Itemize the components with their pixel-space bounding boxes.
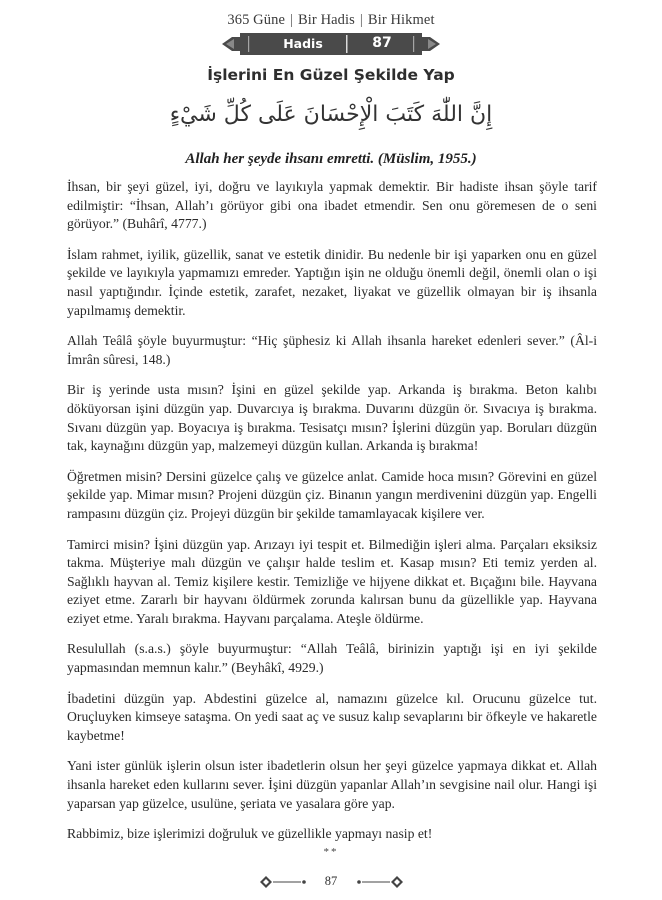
- paragraph: Yani ister günlük işlerin olsun ister ibadetlerin olsun her şeyi güzelce yapmaya dikkat et. Allah ihsanla hareket eden kullarını sever. İşini düzgün yapanlar Allah’ın sevgisine nail olur. Hangi işi yaparsan yap güzelce, usulüne, şeriata ve yasalara göre yap.: [67, 758, 597, 811]
- hadis-ribbon-banner: [222, 33, 440, 55]
- section-end-stars: **: [323, 846, 339, 858]
- arabic-hadith-text: إِنَّ اللّٰهَ كَتَبَ الْإِحْسَانَ عَلَى كُلِّ شَيْءٍ: [169, 102, 493, 127]
- book-header: [0, 12, 662, 29]
- paragraph: İslam rahmet, iyilik, güzellik, sanat ve estetik dinidir. Bu nedenle bir işi yaparken onu en güzel şekilde ve layıkıyla yapmamızı emreder. Yaptığın işin ne olduğu önemli değil, önemli olan o işi nasıl yaptığındır. İçinde estetik, zarafet, nezaket, liyakat ve güzellik olmayan bir iş ihsanla yapılmamış demektir.: [67, 246, 597, 318]
- paragraph: İhsan, bir şeyi güzel, iyi, doğru ve layıkıyla yapmak demektir. Bir hadiste ihsan şöyle tarif edilmiştir: “İhsan, Allah’ı görüyor gibi ona ibadet etmendir. Sen onu göremesen de o seni görüyor.” (Buhârî, 4777.): [67, 179, 597, 232]
- paragraph: Tamirci misin? İşini düzgün yap. Arızayı iyi tespit et. Bilmediğin işleri alma. Parçaları eksiksiz takma. Müşteriye malı düzgün ve çalışır halde teslim et. Kasap mısın? Eti temiz yerden al. Sağlıklı hayvan al. Temiz kişilere kestir. Temizliğe ve hijyene dikkat et. Bıçağını bile. Hayvana eziyet etme. Zararlı bir hayvanı öldürmek zorunda kalırsan bunu da güzellikle yap. Hayvana eziyet etme. Yaralı bırakma. Hayvanı parçalama. Ateşle öldürme.: [67, 536, 597, 626]
- book-title-part-2: Bir Hadis: [298, 12, 355, 28]
- header-separator: |: [359, 12, 363, 28]
- header-separator: |: [290, 12, 294, 28]
- right-ornament-icon: [347, 872, 407, 892]
- paragraph: Öğretmen misin? Dersini güzelce çalış ve güzelce anlat. Camide hoca mısın? Görevini en güzel şekilde yap. Mimar mısın? Projeni düzgün çiz. Binanın yangın merdivenini düzgün yap. Engelli rampasını düzgün çiz. Projeyi düzgün bir şekilde tamamlayacak kişilere ver.: [67, 468, 597, 521]
- book-title-part-3: Bir Hikmet: [367, 12, 435, 28]
- paragraph: Rabbimiz, bize işlerimizi doğruluk ve güzellikle yapmayı nasip et!: [67, 826, 433, 842]
- paragraph: Resulullah (s.a.s.) şöyle buyurmuştur: “Allah Teâlâ, birinizin yaptığı işi en iyi şekilde yapmasından memnun kalır.” (Beyhâkî, 4929.): [67, 641, 597, 676]
- page-title: İşlerini En Güzel Şekilde Yap: [207, 66, 455, 84]
- page-number: 87: [324, 874, 338, 888]
- paragraph: Allah Teâlâ şöyle buyurmuştur: “Hiç şüphesiz ki Allah ihsanla hareket edenleri sever.” (Âl-i İmrân sûresi, 148.): [67, 333, 597, 367]
- book-title-part-1: 365 Güne: [227, 12, 285, 28]
- paragraph: İbadetini düzgün yap. Abdestini güzelce al, namazını güzelce kıl. Orucunu güzelce tut. Oruçluyken kimseye sataşma. On yedi saat aç ve susuz kalıp sevaplarını bir öfkeyle ve hakaretle kaybetme!: [67, 690, 597, 743]
- section-label: Hadis: [283, 36, 323, 51]
- paragraph: Bir iş yerinde usta mısın? İşini en güzel şekilde yap. Arkanda iş bırakma. Beton kalıbı döküyorsan işini düzgün yap. Duvarcıya iş bırakma. Duvarını düzgün ör. Sıvacıya iş bırakma. Sıvanı düzgün yap. Boyacıya iş bırakma. Tesisatçı mısın? İşlerini düzgün yap. Boruları düzgün tak, kaynağını düzgün yap, malzemeyi düzgün kullan. Arkanda iş bırakma!: [67, 382, 597, 454]
- hadith-translation: Allah her şeyde ihsanı emretti. (Müslim, 1955.): [185, 151, 477, 167]
- hadis-number: 87: [372, 35, 392, 51]
- article-body: [67, 178, 597, 856]
- left-ornament-icon: [256, 872, 316, 892]
- page-footer: [0, 872, 662, 892]
